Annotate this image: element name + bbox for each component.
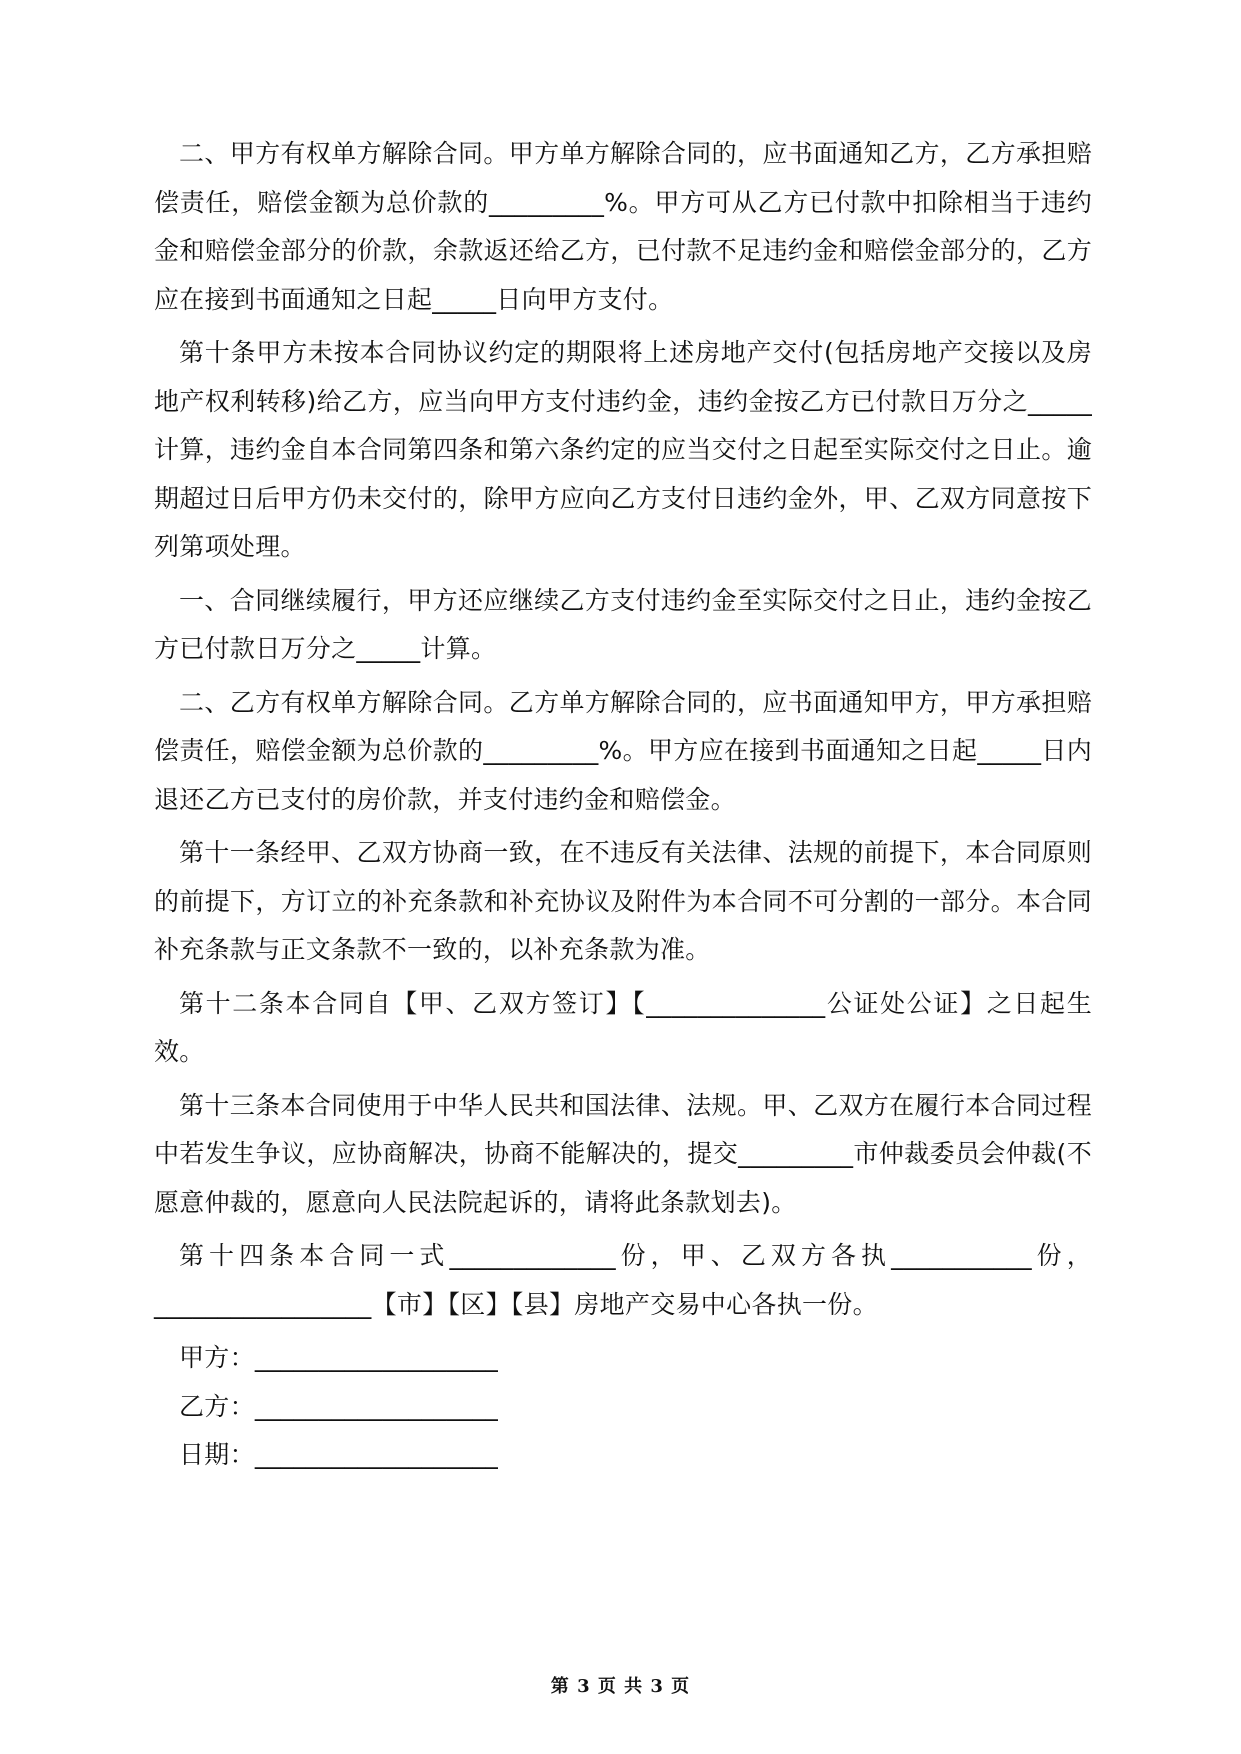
article-11: 第十一条经甲、乙双方协商一致，在不违反有关法律、法规的前提下，本合同原则的前提下，方订立的补充条款和补充协议及附件为本合同不可分割的一部分。本合同补充条款与正文条款不一致的，以补充条款为准。 [154, 838, 1092, 964]
party-a-signature-line: 甲方：___________________ [179, 1343, 499, 1372]
clause-continue-performance: 一、合同继续履行，甲方还应继续乙方支付违约金至实际交付之日止，违约金按乙方已付款日万分之_____计算。 [154, 585, 1092, 663]
contract-body [154, 130, 1092, 1480]
article-14-line-1: 第十四条本合同一式_____________份，甲、乙双方各执___________份， [179, 1241, 1092, 1270]
signature-block [154, 1334, 1092, 1480]
date-line: 日期：___________________ [179, 1440, 499, 1469]
clause-party-b-termination: 二、乙方有权单方解除合同。乙方单方解除合同的，应书面通知甲方，甲方承担赔偿责任，赔偿金额为总价款的_________%。甲方应在接到书面通知之日起_____日内退还乙方已支付的房价款，并支付违约金和赔偿金。 [154, 687, 1092, 814]
article-10: 第十条甲方未按本合同协议约定的期限将上述房地产交付(包括房地产交接以及房地产权利转移)给乙方，应当向甲方支付违约金，违约金按乙方已付款日万分之_____计算，违约金自本合同第四条和第六条约定的应当交付之日起至实际交付之日止。逾期超过日后甲方仍未交付的，除甲方应向乙方支付日违约金外，甲、乙双方同意按下列第项处理。 [154, 338, 1092, 561]
article-12: 第十二条本合同自【甲、乙双方签订】【______________公证处公证】之日起生效。 [154, 988, 1092, 1066]
page-number: 第 3 页 共 3 页 [550, 1676, 691, 1697]
party-b-signature-line: 乙方：___________________ [179, 1391, 499, 1421]
article-13: 第十三条本合同使用于中华人民共和国法律、法规。甲、乙双方在履行本合同过程中若发生争议，应协商解决，协商不能解决的，提交_________市仲裁委员会仲裁(不愿意仲裁的，愿意向人民法院起诉的，请将此条款划去)。 [154, 1090, 1092, 1217]
clause-party-a-termination: 二、甲方有权单方解除合同。甲方单方解除合同的，应书面通知乙方，乙方承担赔偿责任，赔偿金额为总价款的_________%。甲方可从乙方已付款中扣除相当于违约金和赔偿金部分的价款，余款返还给乙方，已付款不足违约金和赔偿金部分的，乙方应在接到书面通知之日起_____日向甲方支付。 [154, 139, 1092, 314]
article-14-line-2: _________________【市】【区】【县】房地产交易中心各执一份。 [154, 1289, 878, 1319]
